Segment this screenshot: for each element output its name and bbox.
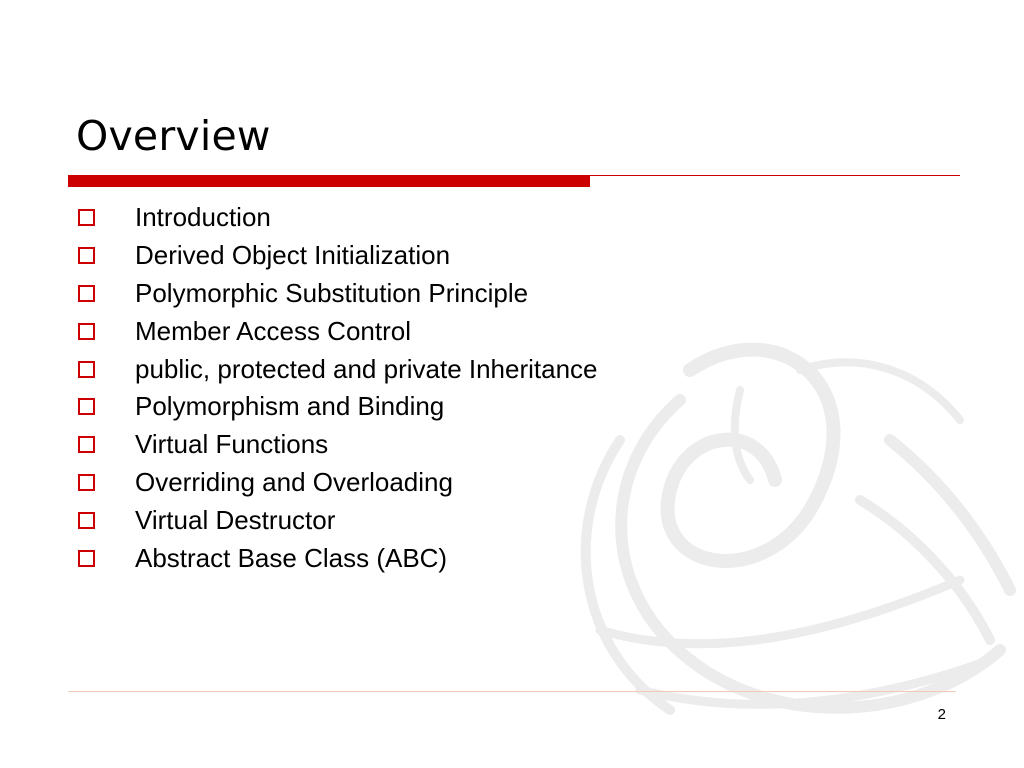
bullet-item [72, 501, 598, 539]
bullet-item [72, 388, 598, 426]
hollow-square-bullet-icon [78, 398, 95, 415]
bullet-item [72, 237, 598, 275]
bullet-text: Polymorphism and Binding [135, 391, 445, 422]
swirl-watermark-icon [560, 330, 1024, 768]
bullet-item [72, 464, 598, 502]
bullet-item [72, 426, 598, 464]
bullet-list [72, 199, 598, 577]
hollow-square-bullet-icon [78, 209, 95, 226]
title-underline-thin [590, 175, 960, 176]
slide-title: Overview [76, 112, 271, 160]
bullet-item [72, 350, 598, 388]
hollow-square-bullet-icon [78, 361, 95, 378]
bullet-text: Virtual Destructor [135, 504, 336, 535]
bullet-text: Derived Object Initialization [135, 240, 451, 271]
bullet-text: public, protected and private Inheritance [135, 353, 598, 384]
bullet-text: Member Access Control [135, 315, 411, 346]
footer-divider [68, 691, 956, 692]
hollow-square-bullet-icon [78, 474, 95, 491]
bullet-text: Abstract Base Class (ABC) [135, 542, 448, 573]
bullet-text: Polymorphic Substitution Principle [135, 277, 529, 308]
page-number: 2 [937, 706, 946, 723]
bullet-text: Overriding and Overloading [135, 466, 453, 497]
bullet-item [72, 539, 598, 577]
hollow-square-bullet-icon [78, 550, 95, 567]
bullet-text: Introduction [135, 202, 271, 233]
title-underline-thick [68, 175, 590, 187]
hollow-square-bullet-icon [78, 323, 95, 340]
bullet-item [72, 312, 598, 350]
hollow-square-bullet-icon [78, 436, 95, 453]
hollow-square-bullet-icon [78, 247, 95, 264]
hollow-square-bullet-icon [78, 285, 95, 302]
bullet-item [72, 275, 598, 313]
bullet-item [72, 199, 598, 237]
hollow-square-bullet-icon [78, 512, 95, 529]
bullet-text: Virtual Functions [135, 429, 329, 460]
